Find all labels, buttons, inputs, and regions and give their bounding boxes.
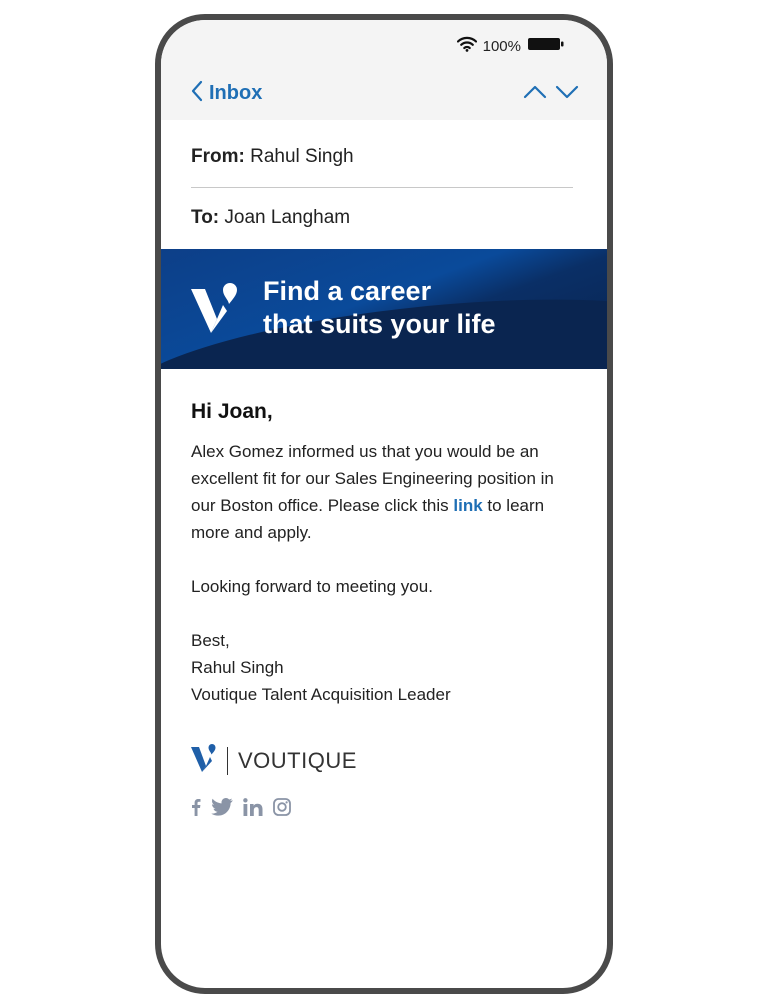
paragraph-text-end: to learn more and apply. xyxy=(191,496,545,542)
battery-percentage: 100% xyxy=(482,37,521,55)
voutique-logo-icon xyxy=(189,279,241,340)
facebook-icon[interactable] xyxy=(191,798,201,821)
sender-name: Rahul Singh xyxy=(191,658,284,677)
social-links xyxy=(191,798,291,821)
to-label: To: xyxy=(191,207,220,228)
banner-line-1: Find a career xyxy=(263,276,432,306)
email-screen xyxy=(161,20,607,988)
signature-brand xyxy=(191,744,357,777)
wifi-icon xyxy=(457,36,477,56)
status-bar xyxy=(161,20,607,72)
from-label: From: xyxy=(191,146,245,167)
email-nav-bar xyxy=(161,72,607,120)
sender-title: Voutique Talent Acquisition Leader xyxy=(191,685,451,704)
linkedin-icon[interactable] xyxy=(243,798,263,821)
battery-icon xyxy=(527,36,565,56)
back-label: Inbox xyxy=(209,82,263,104)
body-paragraph-2: Looking forward to meeting you. xyxy=(191,577,433,596)
to-field xyxy=(191,207,350,229)
brand-separator xyxy=(227,747,228,775)
header-divider xyxy=(191,187,573,188)
greeting: Hi Joan, xyxy=(191,400,273,423)
from-field xyxy=(191,146,354,168)
banner-line-2: that suits your life xyxy=(263,309,496,339)
instagram-icon[interactable] xyxy=(273,798,291,821)
status-indicators xyxy=(457,36,565,56)
chevron-down-icon[interactable] xyxy=(555,84,579,105)
voutique-v-icon xyxy=(191,744,217,777)
banner-headline xyxy=(263,275,496,341)
apply-link[interactable]: link xyxy=(453,496,483,515)
closing: Best, xyxy=(191,631,230,650)
phone-frame xyxy=(155,14,613,994)
chevron-up-icon[interactable] xyxy=(523,84,547,105)
back-to-inbox-button[interactable] xyxy=(191,80,262,107)
chevron-left-icon xyxy=(191,80,203,107)
to-value: Joan Langham xyxy=(224,207,351,228)
twitter-icon[interactable] xyxy=(211,798,233,821)
message-navigation xyxy=(523,84,579,105)
from-value: Rahul Singh xyxy=(250,146,354,167)
email-banner xyxy=(161,249,607,369)
brand-name: VOUTIQUE xyxy=(238,747,357,773)
body-paragraph-1 xyxy=(191,438,575,546)
paragraph-text-start: Alex Gomez informed us that you would be an excellent fit for our Sales Engineering position in our Boston office. Please click this xyxy=(191,442,554,515)
email-body xyxy=(191,400,575,708)
